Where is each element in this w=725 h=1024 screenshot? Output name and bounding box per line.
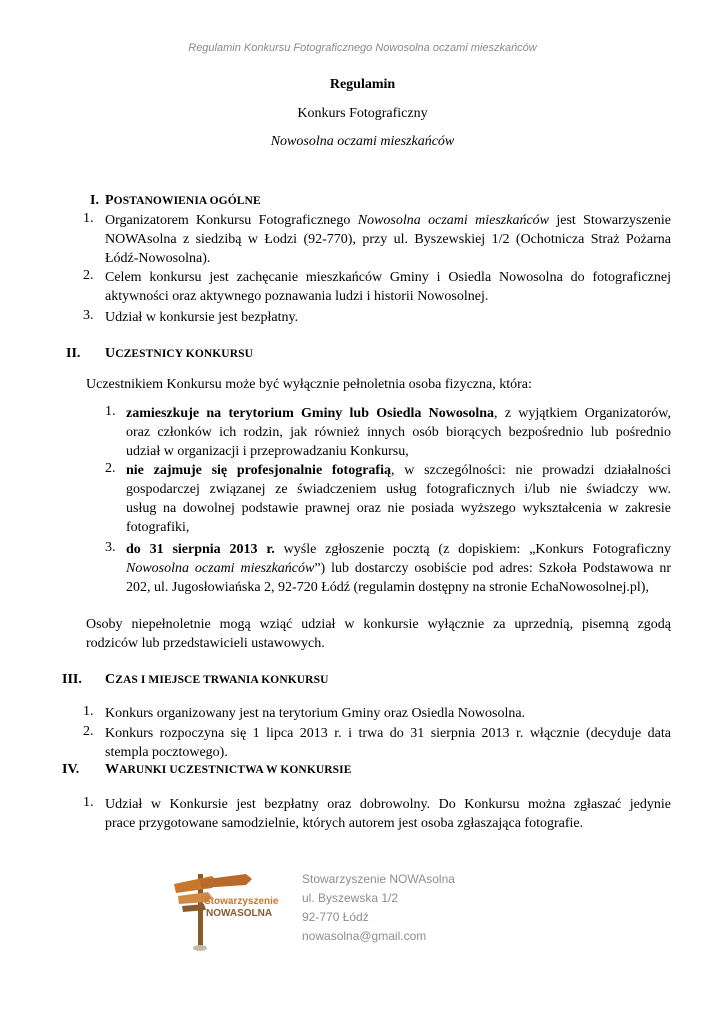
footer-city: 92-770 Łódź bbox=[302, 910, 369, 924]
contest-name: Nowosolna oczami mieszkańców bbox=[270, 134, 455, 149]
list-number: 1. bbox=[105, 404, 116, 419]
s2-item3-line3: 202, ul. Jugosłowiańska 2, 92-720 Łódź (regulamin dostępny na stronie EchaNowosolnej.pl), bbox=[126, 580, 649, 595]
s3-item2-line1: Konkurs rozpoczyna się 1 lipca 2013 r. i trwa do 31 sierpnia 2013 r. włącznie (decyduje data bbox=[105, 726, 671, 741]
section-1-number: I. bbox=[90, 193, 99, 208]
list-number: 2. bbox=[83, 268, 94, 283]
list-number: 2. bbox=[83, 724, 94, 739]
s4-item1-line2: prace przygotowane samodzielnie, których autorem jest osoba zgłaszająca fotografie. bbox=[105, 816, 584, 831]
logo-text-2: NOWASOLNA bbox=[206, 908, 273, 919]
list-number: 3. bbox=[105, 540, 116, 555]
document-title: Regulamin bbox=[329, 77, 396, 92]
section-3-title: CZAS I MIEJSCE TRWANIA KONKURSU bbox=[105, 672, 329, 687]
s2-note-line1: Osoby niepełnoletnie mogą wziąć udział w konkursie wyłącznie za uprzednią, pisemną zgodą bbox=[86, 617, 671, 632]
footer-org: Stowarzyszenie NOWAsolna bbox=[302, 872, 455, 886]
s2-item1-line2: oraz członków ich rodzin, jak również innych osób biorących bezpośrednio lub pośrednio bbox=[126, 425, 671, 440]
footer-street: ul. Byszewska 1/2 bbox=[302, 891, 399, 905]
s1-item1-line3: Łódź-Nowosolna). bbox=[105, 251, 211, 266]
organization-logo bbox=[168, 866, 288, 952]
list-number: 3. bbox=[83, 308, 94, 323]
section-4-number: IV. bbox=[62, 762, 80, 777]
list-number: 1. bbox=[83, 795, 94, 810]
s4-item1-line1: Udział w Konkursie jest bezpłatny oraz dobrowolny. Do Konkursu można zgłaszać jedynie bbox=[105, 797, 671, 812]
s2-item1-line3: udział w organizacji i przeprowadzaniu Konkursu, bbox=[126, 444, 409, 459]
list-number: 1. bbox=[83, 704, 94, 719]
s1-item2-line1: Celem konkursu jest zachęcanie mieszkańców Gminy i Osiedla Nowosolna do fotograficznej bbox=[105, 270, 671, 285]
section-3-number: III. bbox=[62, 672, 82, 687]
s1-item1-line2: NOWAsolna z siedzibą w Łodzi (92-770), przy ul. Byszewskiej 1/2 (Ochotnicza Straż Pożarna bbox=[105, 232, 671, 247]
s2-note-line2: rodziców lub przedstawicieli ustawowych. bbox=[86, 636, 325, 651]
s2-item2-line1: nie zajmuje się profesjonalnie fotografią, w szczególności: nie prowadzi działalności bbox=[126, 463, 671, 478]
running-header: Regulamin Konkursu Fotograficznego Nowosolna oczami mieszkańców bbox=[188, 42, 537, 54]
s3-item1: Konkurs organizowany jest na terytorium Gminy oraz Osiedla Nowosolna. bbox=[105, 706, 526, 721]
s2-intro: Uczestnikiem Konkursu może być wyłącznie pełnoletnia osoba fizyczna, która: bbox=[86, 377, 532, 392]
footer-email: nowasolna@gmail.com bbox=[302, 929, 427, 943]
section-2-number: II. bbox=[66, 346, 81, 361]
s1-item3: Udział w konkursie jest bezpłatny. bbox=[105, 310, 299, 325]
section-1-title: POSTANOWIENIA OGÓLNE bbox=[105, 193, 261, 208]
logo-text-1: Stowarzyszenie bbox=[204, 896, 279, 907]
section-4-title: WARUNKI UCZESTNICTWA W KONKURSIE bbox=[105, 762, 352, 777]
s2-item2-line3: usług na dowolnej podstawie prawnej oraz nie posiada wyższego wykształcenia w zakresie bbox=[126, 501, 671, 516]
list-number: 2. bbox=[105, 461, 116, 476]
s2-item3-line1: do 31 sierpnia 2013 r. wyśle zgłoszenie pocztą (z dopiskiem: „Konkurs Fotograficzny bbox=[126, 542, 671, 557]
s3-item2-line2: stempla pocztowego). bbox=[105, 745, 228, 760]
s2-item3-line2: Nowosolna oczami mieszkańców”) lub dostarczy osobiście pod adres: Szkoła Podstawowa nr bbox=[126, 561, 671, 576]
s2-item2-line2: gospodarczej związanej ze świadczeniem usług fotograficznych i/lub nie świadczy ww. bbox=[126, 482, 671, 497]
s2-item1-line1: zamieszkuje na terytorium Gminy lub Osiedla Nowosolna, z wyjątkiem Organizatorów, bbox=[126, 406, 671, 421]
s2-item2-line4: fotografiki, bbox=[126, 520, 190, 535]
footer-address bbox=[302, 870, 455, 946]
list-number: 1. bbox=[83, 211, 94, 226]
document-subtitle: Konkurs Fotograficzny bbox=[297, 106, 428, 121]
s1-item1-line1: Organizatorem Konkursu Fotograficznego Nowosolna oczami mieszkańców jest Stowarzyszenie bbox=[105, 213, 672, 228]
section-2-title: UCZESTNICY KONKURSU bbox=[105, 346, 254, 361]
s1-item2-line2: aktywności oraz aktywnego poznawania ludzi i historii Nowosolnej. bbox=[105, 289, 489, 304]
